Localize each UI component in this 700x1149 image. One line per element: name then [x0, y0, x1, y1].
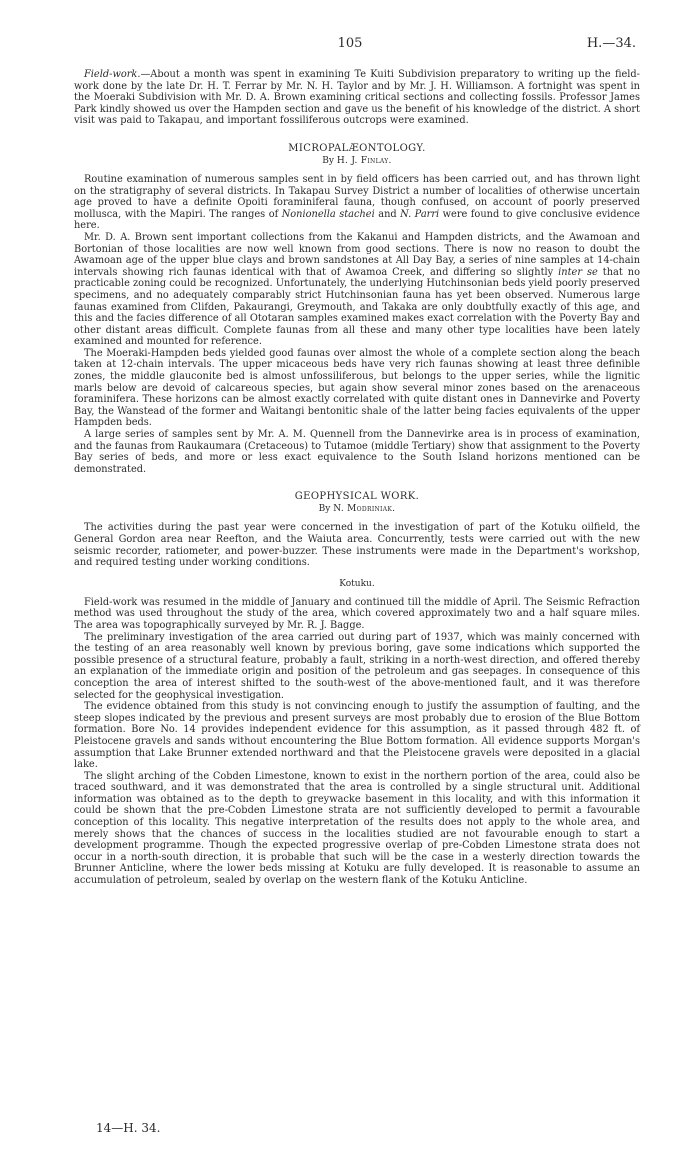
micro-paragraph-1 — [74, 174, 640, 232]
text-run: that no practicable zoning could be recognized. Unfortunately, the underlying Hutchinsonian beds yield poorly preserved specimens, and no adequately comparably strict Hutchinsonian fauna has yet been observed. Numerous large faunas examined from Clifden, Pakaurangi, Greymouth, and Takaka are only doubtfully exactly of this age, and this and the facies difference of all Ototaran samples examined makes exact correlation with the Poverty Bay and other distant areas difficult. Complete faunas from all these and many other type localities have been lately examined and mounted for reference. — [74, 266, 640, 348]
section-heading-micropalaeontology: MICROPALÆONTOLOGY. — [288, 142, 426, 154]
field-work-label: Field-work. — [84, 69, 141, 80]
byline-prefix: By — [322, 155, 334, 166]
author-name: H. J. Finlay. — [336, 155, 392, 166]
section-heading-geophysical: GEOPHYSICAL WORK. — [294, 491, 420, 503]
micro-paragraph-2 — [74, 232, 640, 348]
field-work-text: —About a month was spent in examining Te Kuiti Subdivision preparatory to writing up the field-work done by the late Dr. H. T. Ferrar by Mr. N. H. Taylor and by Mr. J. H. Williamson. A fortnight was spent in the Moeraki Subdivision with Mr. D. A. Brown examining critical sections and collecting fossils. Professor James Park kindly showed us over the Hampden section and gave us the benefit of his knowledge of the district. A short visit was paid to Takapau, and important fossiliferous outcrops were examined. — [74, 69, 640, 127]
text-run: Mr. D. A. Brown sent important collections from the Kakanui and Hampden districts, and the Awamoan and Bortonian of those localities are now well known from good sections. There is now no reason to doubt the Awamoan age of the upper blue clays and brown sandstones at All Day Bay, a series of nine samples at 14-chain intervals showing rich faunas identical with that of Awamoa Creek, and differing so slightly — [74, 231, 640, 278]
page-content — [74, 69, 640, 887]
text-run: and — [378, 208, 397, 220]
page-header — [0, 36, 700, 56]
byline-prefix: By — [318, 504, 331, 515]
species-name: Nonionella stachei — [281, 208, 375, 220]
geophysical-paragraph-1: The activities during the past year were concerned in the investigation of part of the Kotuku oilfield, the General Gordon area near Reefton, and the Waiuta area. Concurrently, tests were carried out with the new seismic recorder, ratiometer, and power-buzzer. These instruments were made in the Department's workshop, and required testing under working conditions. — [74, 522, 640, 569]
latin-phrase: inter se — [558, 266, 598, 278]
field-work-paragraph — [74, 69, 640, 127]
page-signature: 14—H. 34. — [96, 1121, 161, 1135]
byline-micropalaeontology — [74, 155, 640, 167]
author-name: N. Modriniak. — [333, 504, 396, 515]
kotuku-paragraph-2: The preliminary investigation of the area carried out during part of 1937, which was mainly concerned with the testing of an area reasonably well known by previous boring, gave some indications which supported the possible presence of a structural feature, probably a fault, striking in a north-west direction, and offered thereby an explanation of the immediate origin and position of the petroleum and gas seepages. In consequence of this conception the area of interest shifted to the south-west of the above-mentioned fault, and it was therefore selected for the geophysical investigation. — [74, 631, 640, 701]
text-run: were found to give conclusive evidence here. — [74, 208, 640, 232]
page-number: 105 — [337, 36, 363, 51]
subsection-heading-kotuku: Kotuku. — [339, 578, 375, 589]
byline-geophysical — [74, 503, 640, 515]
kotuku-paragraph-3: The evidence obtained from this study is not convincing enough to justify the assumption of faulting, and the steep slopes indicated by the previous and present surveys are most probably due to erosion of the Blue Bottom formation. Bore No. 14 provides independent evidence for this assumption, as it passed through 482 ft. of Pleistocene gravels and sands without encountering the Blue Bottom formation. All evidence supports Morgan's assumption that Lake Brunner extended northward and that the Pleistocene gravels were deposited in a glacial lake. — [74, 701, 640, 771]
species-name: N. Parri — [400, 208, 440, 220]
report-code: H.—34. — [586, 36, 636, 51]
kotuku-paragraph-1: Field-work was resumed in the middle of January and continued till the middle of April. The Seismic Refraction method was used throughout the study of the area, which covered approximately two and a half square miles. The area was topographically surveyed by Mr. R. J. Bagge. — [74, 596, 640, 631]
kotuku-paragraph-4: The slight arching of the Cobden Limestone, known to exist in the northern portion of the area, could also be traced southward, and it was demonstrated that the area is controlled by a single structural unit. Additional information was obtained as to the depth to greywacke basement in this locality, and with this information it could be shown that the pre-Cobden Limestone strata are not sufficiently developed to permit a favourable conception of this locality. This negative interpretation of the results does not apply to the whole area, and merely shows that the chances of success in the localities studied are not favourable enough to start a development programme. Though the expected progressive overlap of pre-Cobden Limestone strata does not occur in a north-south direction, it is probable that such will be the case in a westerly direction towards the Brunner Anticline, where the lower beds missing at Kotuku are fully developed. It is reasonable to assume an accumulation of petroleum, sealed by overlap on the western flank of the Kotuku Anticline. — [74, 770, 640, 887]
micro-paragraph-3: The Moeraki-Hampden beds yielded good faunas over almost the whole of a complete section along the beach taken at 12-chain intervals. The upper micaceous beds have very rich faunas showing at least three definible zones, the middle glauconite bed is almost unfossiliferous, but belongs to the upper series, while the lignitic marls below are devoid of calcareous species, but again show several minor zones based on the arenaceous foraminifera. These horizons can be almost exactly correlated with quite distant ones in Dannevirke and Poverty Bay, the Wanstead of the former and Waitangi bentonitic shale of the latter being facies equivalents of the upper Hampden beds. — [74, 347, 640, 429]
text-run: Routine examination of numerous samples sent in by field officers has been carried out, and has thrown light on the stratigraphy of several districts. In Takapau Survey District a number of localities of otherwise uncertain age proved to have a definite Opoiti foraminiferal fauna, though confused, on account of poorly preserved mollusca, with the Mapiri. The ranges of — [74, 173, 640, 220]
micro-paragraph-4: A large series of samples sent by Mr. A. M. Quennell from the Dannevirke area is in process of examination, and the faunas from Raukaumara (Cretaceous) to Tutamoe (middle Tertiary) show that assignment to the Poverty Bay series of beds, and more or less exact equivalence to the South Island horizons mentioned can be demonstrated. — [74, 429, 640, 475]
